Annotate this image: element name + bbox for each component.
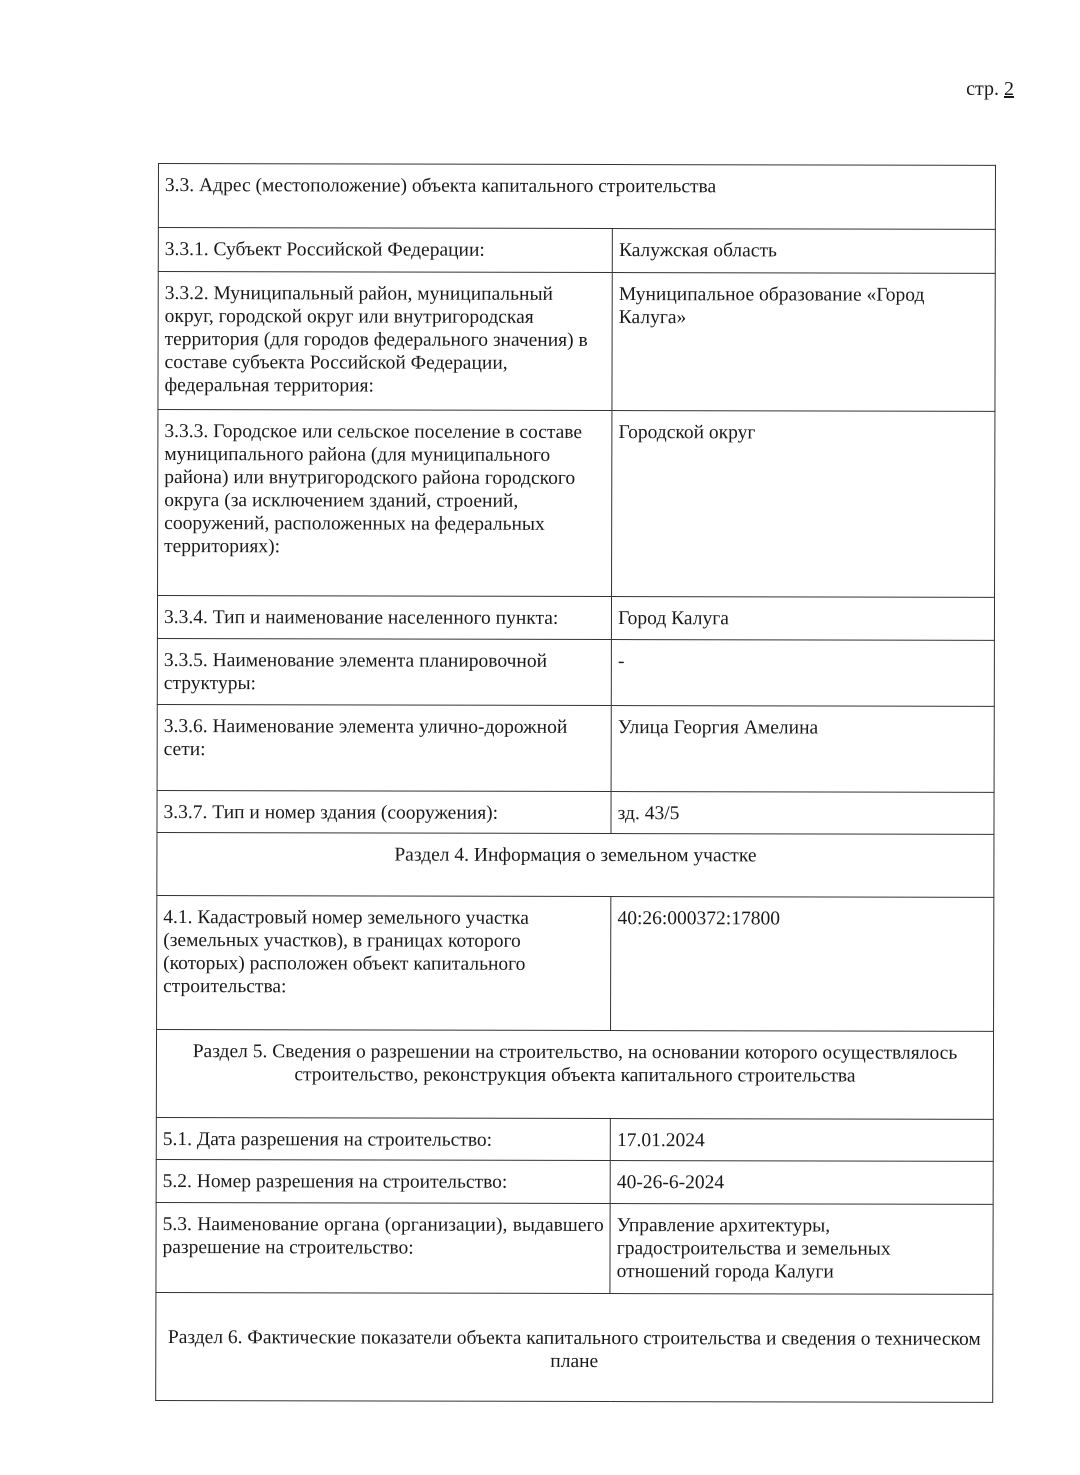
row-value: Улица Георгия Амелина: [611, 706, 994, 793]
row-label: 5.2. Номер разрешения на строительство:: [156, 1159, 610, 1203]
table-row: [157, 895, 994, 1031]
table-row: [158, 228, 995, 274]
table-row: [158, 410, 995, 598]
table-row: [157, 790, 994, 834]
row-label: 3.3.4. Тип и наименование населенного пункта:: [157, 596, 611, 640]
row-value: 17.01.2024: [610, 1119, 993, 1162]
row-label: 3.3.1. Субъект Российской Федерации:: [158, 228, 612, 273]
row-value: зд. 43/5: [611, 792, 994, 835]
row-value: Городской округ: [612, 411, 995, 598]
table-row: [156, 1117, 993, 1161]
section5-title: Раздел 5. Сведения о разрешении на строительство, на основании которого осуществлялось строительство, реконструкция объекта капитального строительства: [156, 1029, 993, 1119]
row-value: 40:26:000372:17800: [611, 897, 994, 1032]
page-number-label: стр.: [966, 78, 999, 100]
table-row: [156, 1159, 993, 1204]
row-label: 3.3.5. Наименование элемента планировочной структуры:: [157, 638, 611, 705]
table-row: [157, 596, 994, 641]
table-row: [158, 272, 995, 412]
row-value: Муниципальное образование «Город Калуга»: [612, 273, 995, 412]
row-label: 3.3.2. Муниципальный район, муниципальный округ, городской округ или внутригородская территория (для городов федерального значения) в составе субъекта Российской Федерации, федеральная территория:: [158, 272, 612, 411]
section5-header-row: [156, 1029, 993, 1119]
row-label: 5.1. Дата разрешения на строительство:: [156, 1117, 610, 1160]
row-value: 40-26-6-2024: [610, 1161, 993, 1205]
row-value: -: [611, 640, 994, 707]
address-section-title: 3.3. Адрес (местоположение) объекта капитального строительства: [158, 164, 995, 230]
section6-header-row: [156, 1292, 993, 1402]
address-header-row: [158, 164, 995, 230]
page-number: [966, 78, 1014, 101]
section6-title: Раздел 6. Фактические показатели объекта капитального строительства и сведения о техническом плане: [156, 1292, 993, 1402]
row-label: 5.3. Наименование органа (организации), выдавшего разрешение на строительство:: [156, 1202, 610, 1293]
row-label: 3.3.6. Наименование элемента улично-дорожной сети:: [157, 704, 611, 791]
table-row: [157, 638, 994, 706]
document-table: [155, 163, 996, 1403]
row-label: 3.3.7. Тип и номер здания (сооружения):: [157, 790, 611, 833]
row-label: 3.3.3. Городское или сельское поселение в составе муниципального района (для муниципального района) или внутригородского района городского округа (за исключением зданий, строений, сооружений, расположенных на федеральных территориях):: [158, 410, 613, 597]
row-value: Калужская область: [612, 229, 995, 274]
page-number-value: 2: [1004, 78, 1014, 100]
table-row: [157, 704, 994, 792]
table-row: [156, 1202, 993, 1294]
section4-title: Раздел 4. Информация о земельном участке: [157, 832, 994, 897]
row-value: Управление архитектуры, градостроительства и земельных отношений города Калуги: [610, 1204, 993, 1295]
row-label: 4.1. Кадастровый номер земельного участка (земельных участков), в границах которого (которых) расположен объект капитального строительства:: [157, 895, 611, 1030]
section4-header-row: [157, 832, 994, 897]
row-value: Город Калуга: [612, 597, 995, 641]
